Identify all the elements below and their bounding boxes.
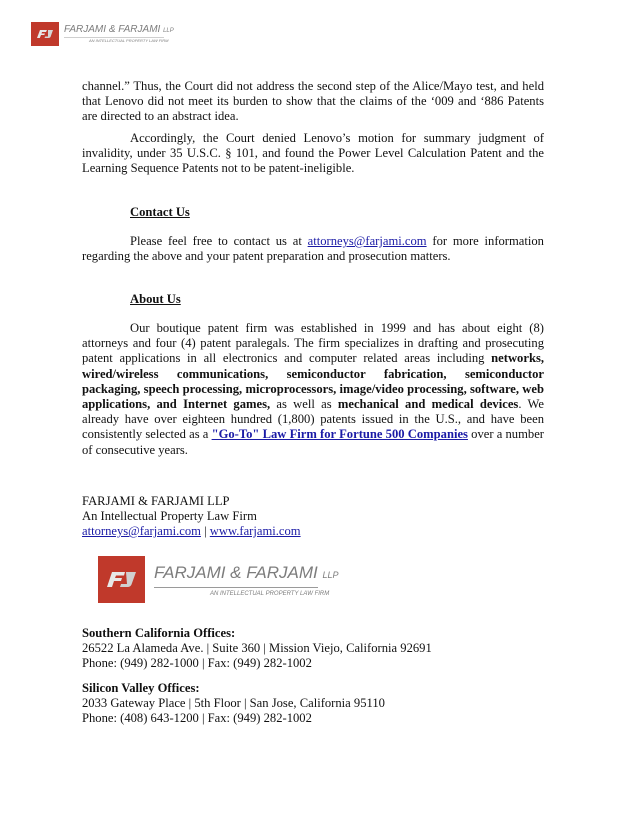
about-heading: About Us xyxy=(130,292,181,306)
contact-heading: Contact Us xyxy=(130,205,190,219)
signature-website-link[interactable]: www.farjami.com xyxy=(209,524,301,538)
office-title: Southern California Offices: xyxy=(82,626,236,640)
logo-tagline: AN INTELLECTUAL PROPERTY LAW FIRM xyxy=(210,591,330,597)
logo-mark-icon xyxy=(98,556,145,603)
office-title: Silicon Valley Offices: xyxy=(82,681,200,695)
footer-logo xyxy=(98,556,339,606)
logo-tagline: AN INTELLECTUAL PROPERTY LAW FIRM xyxy=(89,38,169,43)
logo-mark-icon xyxy=(31,22,59,46)
contact-email-link[interactable]: attorneys@farjami.com xyxy=(307,234,427,248)
about-paragraph: Our boutique patent firm was established in 1999 and has about eight (8) attorneys and four (4) patent paralegals. The firm specializes in drafting and prosecuting patent applications in all electronics and computer related areas including networks, wired/wireless communications, semiconductor fabrication, semiconductor packaging, speech processing, microprocessors, image/video processing, software, web applications, and Internet games, as well as mechanical and medical devices. We already have over eighteen hundred (1,800) patents issued in the U.S., and have been consistently selected as a "Go-To" Law Firm for Fortune 500 Companies over a number of consecutive years. xyxy=(82,321,544,457)
body-paragraph-1: channel.” Thus, the Court did not address the second step of the Alice/Mayo test, and held that Lenovo did not meet its burden to show that the claims of the ‘009 and ‘886 Patents are directed to an abstract idea. xyxy=(82,79,544,124)
body-paragraph-2: Accordingly, the Court denied Lenovo’s motion for summary judgment of invalidity, under 35 U.S.C. § 101, and found the Power Level Calculation Patent and the Learning Sequence Patents not to be patent-ineligible. xyxy=(82,131,544,176)
signature-links: attorneys@farjami.com | www.farjami.com xyxy=(82,524,301,538)
office-phone: Phone: (408) 643-1200 | Fax: (949) 282-1002 xyxy=(82,711,312,725)
go-to-law-firm-link[interactable]: "Go-To" Law Firm for Fortune 500 Companies xyxy=(211,427,468,442)
header-logo xyxy=(31,21,174,47)
logo-name: FARJAMI & FARJAMI LLP xyxy=(154,563,339,582)
contact-paragraph: Please feel free to contact us at attorneys@farjami.com for more information regarding the above and your patent preparation and prosecution matters. xyxy=(82,234,544,264)
office-address: 2033 Gateway Place | 5th Floor | San Jose, California 95110 xyxy=(82,696,385,710)
signature-email-link[interactable]: attorneys@farjami.com xyxy=(82,524,201,538)
signature-firm: FARJAMI & FARJAMI LLP xyxy=(82,494,230,508)
logo-name: FARJAMI & FARJAMI LLP xyxy=(64,24,174,35)
office-address: 26522 La Alameda Ave. | Suite 360 | Mission Viejo, California 92691 xyxy=(82,641,432,655)
signature-tagline: An Intellectual Property Law Firm xyxy=(82,509,257,523)
office-phone: Phone: (949) 282-1000 | Fax: (949) 282-1002 xyxy=(82,656,312,670)
